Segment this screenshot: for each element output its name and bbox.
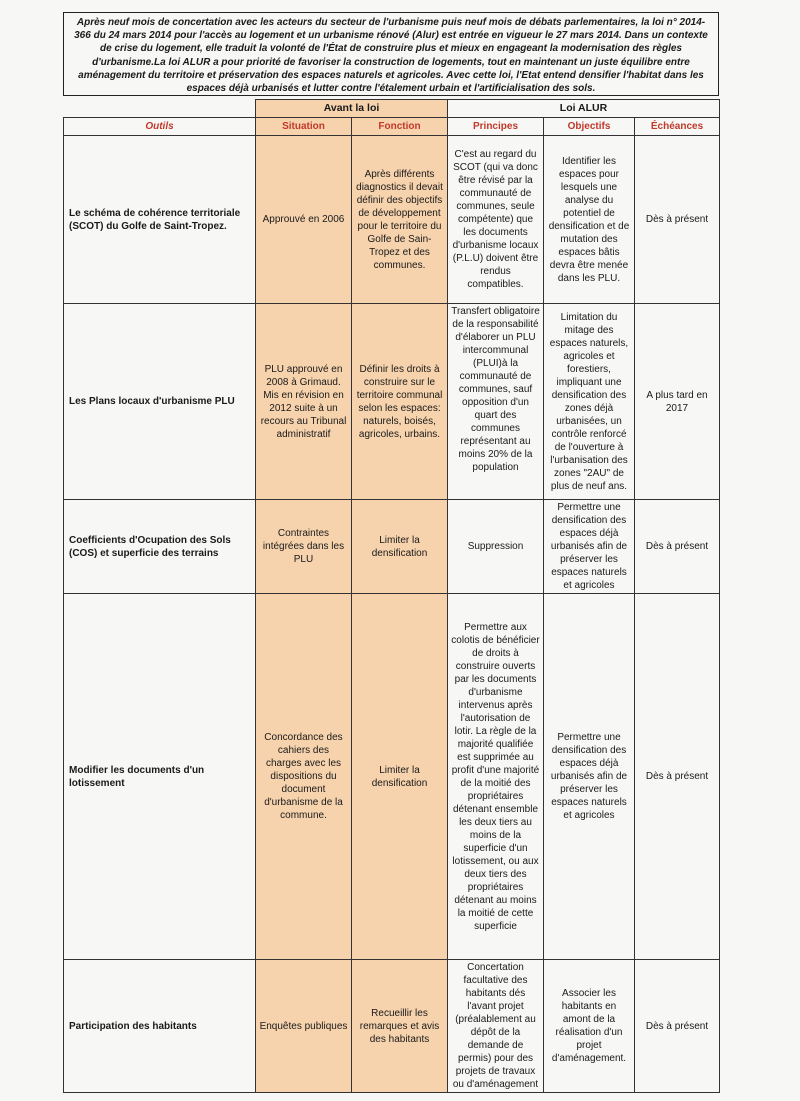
row-echeances: A plus tard en 2017 — [635, 304, 720, 500]
row-outil: Participation des habitants — [64, 960, 256, 1093]
comparison-table — [63, 99, 720, 1093]
row-outil: Coefficients d'Ocupation des Sols (COS) et superficie des terrains — [64, 500, 256, 594]
row-objectifs: Permettre une densification des espaces déjà urbanisés afin de préserver les espaces naturels et agricoles — [544, 594, 635, 960]
row-outil: Modifier les documents d'un lotissement — [64, 594, 256, 960]
group-header-row — [64, 100, 720, 118]
table-row — [64, 304, 720, 500]
intro-paragraph: Après neuf mois de concertation avec les acteurs du secteur de l'urbanisme puis neuf mois de débats parlementaires, la loi n° 2014-366 du 24 mars 2014 pour l'accès au logement et un urbanisme rénové (Alur) est entrée en vigueur le 27 mars 2014. Dans un contexte de crise du logement, elle traduit la volonté de l'État de construire plus et mieux en engageant la modernisation des règles d'urbanisme.La loi ALUR a pour priorité de favoriser la construction de logements, tout en maintenant un juste équilibre entre aménagement du territoire et préservation des espaces naturels et agricoles. Avec cette loi, l'Etat entend densifier l'habitat dans les espaces déjà urbanisés et lutter contre l'étalement urbain et l'artificialisation des sols. — [63, 12, 719, 96]
row-echeances: Dès à présent — [635, 500, 720, 594]
row-situation: PLU approuvé en 2008 à Grimaud. Mis en révision en 2012 suite à un recours au Tribunal administratif — [256, 304, 352, 500]
col-header-fonction: Fonction — [352, 118, 448, 136]
table-row — [64, 594, 720, 960]
row-situation: Enquêtes publiques — [256, 960, 352, 1093]
group-header-avant: Avant la loi — [256, 100, 448, 118]
row-fonction: Limiter la densification — [352, 500, 448, 594]
col-header-situation: Situation — [256, 118, 352, 136]
row-principes: Concertation facultative des habitants dés l'avant projet (préalablement au dépôt de la demande de permis) pour des projets de travaux ou d'aménagement — [448, 960, 544, 1093]
row-fonction: Limiter la densification — [352, 594, 448, 960]
row-situation: Contraintes intégrées dans les PLU — [256, 500, 352, 594]
row-outil: Le schéma de cohérence territoriale (SCOT) du Golfe de Saint-Tropez. — [64, 136, 256, 304]
row-outil: Les Plans locaux d'urbanisme PLU — [64, 304, 256, 500]
table-row — [64, 136, 720, 304]
row-objectifs: Limitation du mitage des espaces naturels, agricoles et forestiers, impliquant une densification des zones déjà urbanisées, un contrôle renforcé de l'ouverture à l'urbanisation des zones "2AU" de plus de neuf ans. — [544, 304, 635, 500]
col-header-echeances: Échéances — [635, 118, 720, 136]
row-fonction: Recueillir les remarques et avis des habitants — [352, 960, 448, 1093]
row-principes: Transfert obligatoire de la responsabilité d'élaborer un PLU intercommunal (PLUI)à la communauté de communes, sauf opposition d'un quart des communes représentant au moins 20% de la population — [448, 304, 544, 500]
row-echeances: Dès à présent — [635, 594, 720, 960]
row-principes: C'est au regard du SCOT (qui va donc être révisé par la communauté de communes, seule compétente) que les documents d'urbanisme locaux (P.L.U) doivent être rendus compatibles. — [448, 136, 544, 304]
row-fonction: Après différents diagnostics il devait définir des objectifs de développement pour le territoire du Golfe de Sain-Tropez et des communes. — [352, 136, 448, 304]
row-fonction: Définir les droits à construire sur le territoire communal selon les espaces: naturels, boisés, agricoles, urbains. — [352, 304, 448, 500]
group-header-empty — [64, 100, 256, 118]
col-header-principes: Principes — [448, 118, 544, 136]
row-objectifs: Associer les habitants en amont de la réalisation d'un projet d'aménagement. — [544, 960, 635, 1093]
row-principes: Suppression — [448, 500, 544, 594]
row-situation: Concordance des cahiers des charges avec les dispositions du document d'urbanisme de la commune. — [256, 594, 352, 960]
col-header-outils: Outils — [64, 118, 256, 136]
row-echeances: Dès à présent — [635, 960, 720, 1093]
col-header-objectifs: Objectifs — [544, 118, 635, 136]
group-header-alur: Loi ALUR — [448, 100, 720, 118]
row-situation: Approuvé en 2006 — [256, 136, 352, 304]
table-row — [64, 960, 720, 1093]
row-objectifs: Permettre une densification des espaces déjà urbanisés afin de préserver les espaces naturels et agricoles — [544, 500, 635, 594]
row-objectifs: Identifier les espaces pour lesquels une analyse du potentiel de densification et de mutation des espaces bâtis devra être menée dans les PLU. — [544, 136, 635, 304]
row-echeances: Dès à présent — [635, 136, 720, 304]
column-header-row — [64, 118, 720, 136]
row-principes: Permettre aux colotis de bénéficier de droits à construire ouverts par les documents d'urbanisme intervenus après l'autorisation de lotir. La règle de la majorité qualifiée est supprimée au profit d'une majorité de la moitié des propriétaires détenant ensemble les deux tiers au moins de la superficie d'un lotissement, ou aux deux tiers des propriétaires détenant au moins la moitié de cette superficie — [448, 594, 544, 960]
table-row — [64, 500, 720, 594]
